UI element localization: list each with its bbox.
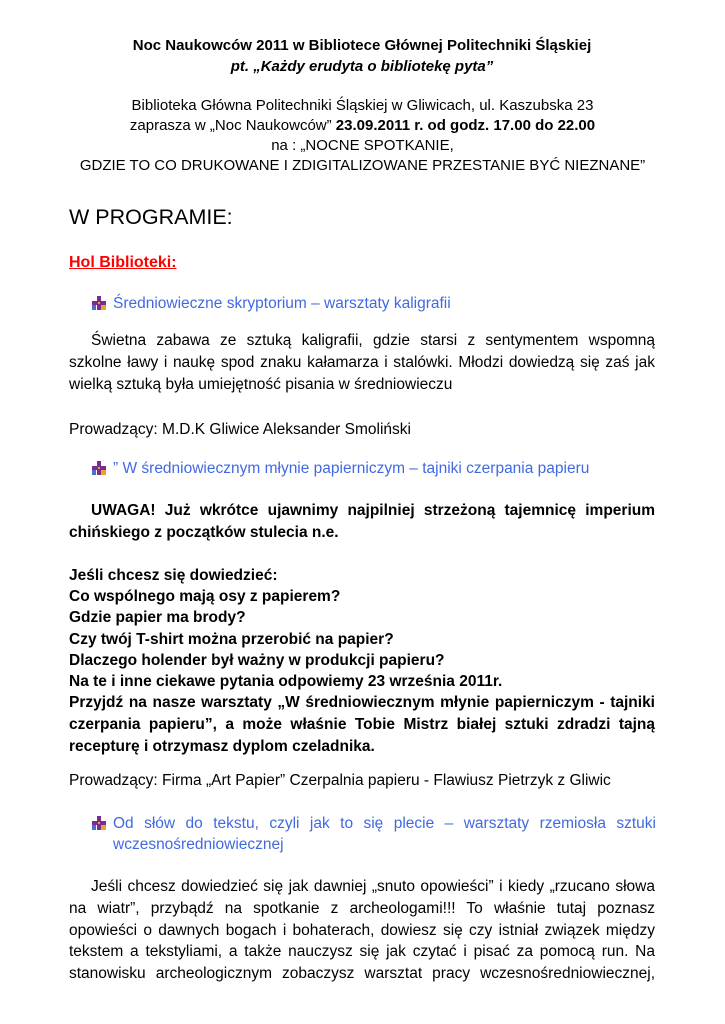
question-item: Co wspólnego mają osy z papierem?	[69, 588, 341, 606]
invitation-line-theme: na : „NOCNE SPOTKANIE,	[271, 137, 454, 154]
question-item: Gdzie papier ma brody?	[69, 609, 246, 627]
question-intro: Jeśli chcesz się dowiedzieć:	[69, 567, 278, 584]
invitation-line-theme-cont: GDZIE TO CO DRUKOWANE I ZDIGITALIZOWANE PRZESTANIE BYĆ NIEZNANE”	[79, 157, 646, 174]
program-heading: W PROGRAMIE:	[69, 205, 233, 229]
program-item-notice: UWAGA! Już wkrótce ujawnimy najpilniej strzeżoną tajemnicę imperium chińskiego z początków stulecia n.e.	[69, 502, 655, 541]
bullet-icon	[92, 296, 106, 310]
invitation-line-date	[40, 116, 685, 136]
question-closing: Na te i inne ciekawe pytania odpowiemy 23 września 2011r.	[69, 673, 503, 691]
program-item-description: Świetna zabawa ze sztuką kaligrafii, gdzie starsi z sentymentem wspomną szkolne ławy i naukę spod znaku kałamarza i stalówki. Młodzi dowiedzą się zaś jak wielką sztuką była umiejętność pisania w średniowieczu	[69, 332, 655, 393]
program-item-3	[92, 813, 662, 855]
bullet-icon	[92, 461, 106, 475]
question-list	[69, 565, 655, 692]
program-item-title: ” W średniowiecznym młynie papierniczym – tajniki czerpania papieru	[113, 460, 590, 477]
invitation-line-address: Biblioteka Główna Politechniki Śląskiej w Gliwicach, ul. Kaszubska 23	[131, 97, 594, 114]
document-title	[69, 35, 655, 77]
event-subtitle: pt. „Każdy erudyta o bibliotekę pyta”	[230, 58, 494, 75]
invitation-date-prefix: zaprasza w „Noc Naukowców”	[129, 117, 336, 134]
program-item-host: Prowadzący: Firma „Art Papier” Czerpalnia papieru - Flawiusz Pietrzyk z Gliwic	[69, 772, 611, 789]
program-item-description: Jeśli chcesz dowiedzieć się jak dawniej „snuto opowieści” i kiedy „rzucano słowa na wiatr”, przybądź na spotkanie z archeologami!!! To właśnie tutaj poznasz opowieści o dawnych bogach i bohaterach, dowiesz się czy istniał związek między tekstem a tekstyliami, a także nauczysz się jak czytać i pisać za pomocą run. Na stanowisku archeologicznym zobaczysz warsztat pracy wczesnośredniowiecznej,	[69, 878, 655, 983]
bullet-icon	[92, 816, 106, 830]
invitation-date: 23.09.2011 r. od godz. 17.00 do 22.00	[335, 117, 596, 134]
question-item: Czy twój T-shirt można przerobić na papier?	[69, 630, 394, 648]
program-item-2	[92, 458, 662, 479]
program-item-host: Prowadzący: M.D.K Gliwice Aleksander Smoliński	[69, 421, 411, 438]
invitation-block	[40, 96, 685, 176]
section-heading: Hol Biblioteki:	[69, 254, 177, 271]
program-item-1	[92, 293, 662, 314]
program-item-title: Od słów do tekstu, czyli jak to się plecie – warsztaty rzemiosła sztuki wczesnośredniowiecznej	[113, 815, 656, 853]
program-item-title: Średniowieczne skryptorium – warsztaty kaligrafii	[113, 295, 451, 312]
workshop-invite: Przyjdź na nasze warsztaty „W średniowiecznym młynie papierniczym - tajniki czerpania papieru”, a może właśnie Tobie Mistrz białej sztuki zdradzi tajną recepturę i otrzymasz dyplom czeladnika.	[69, 694, 655, 755]
question-item: Dlaczego holender był ważny w produkcji papieru?	[69, 651, 445, 669]
event-title: Noc Naukowców 2011 w Bibliotece Głównej Politechniki Śląskiej	[132, 37, 592, 54]
